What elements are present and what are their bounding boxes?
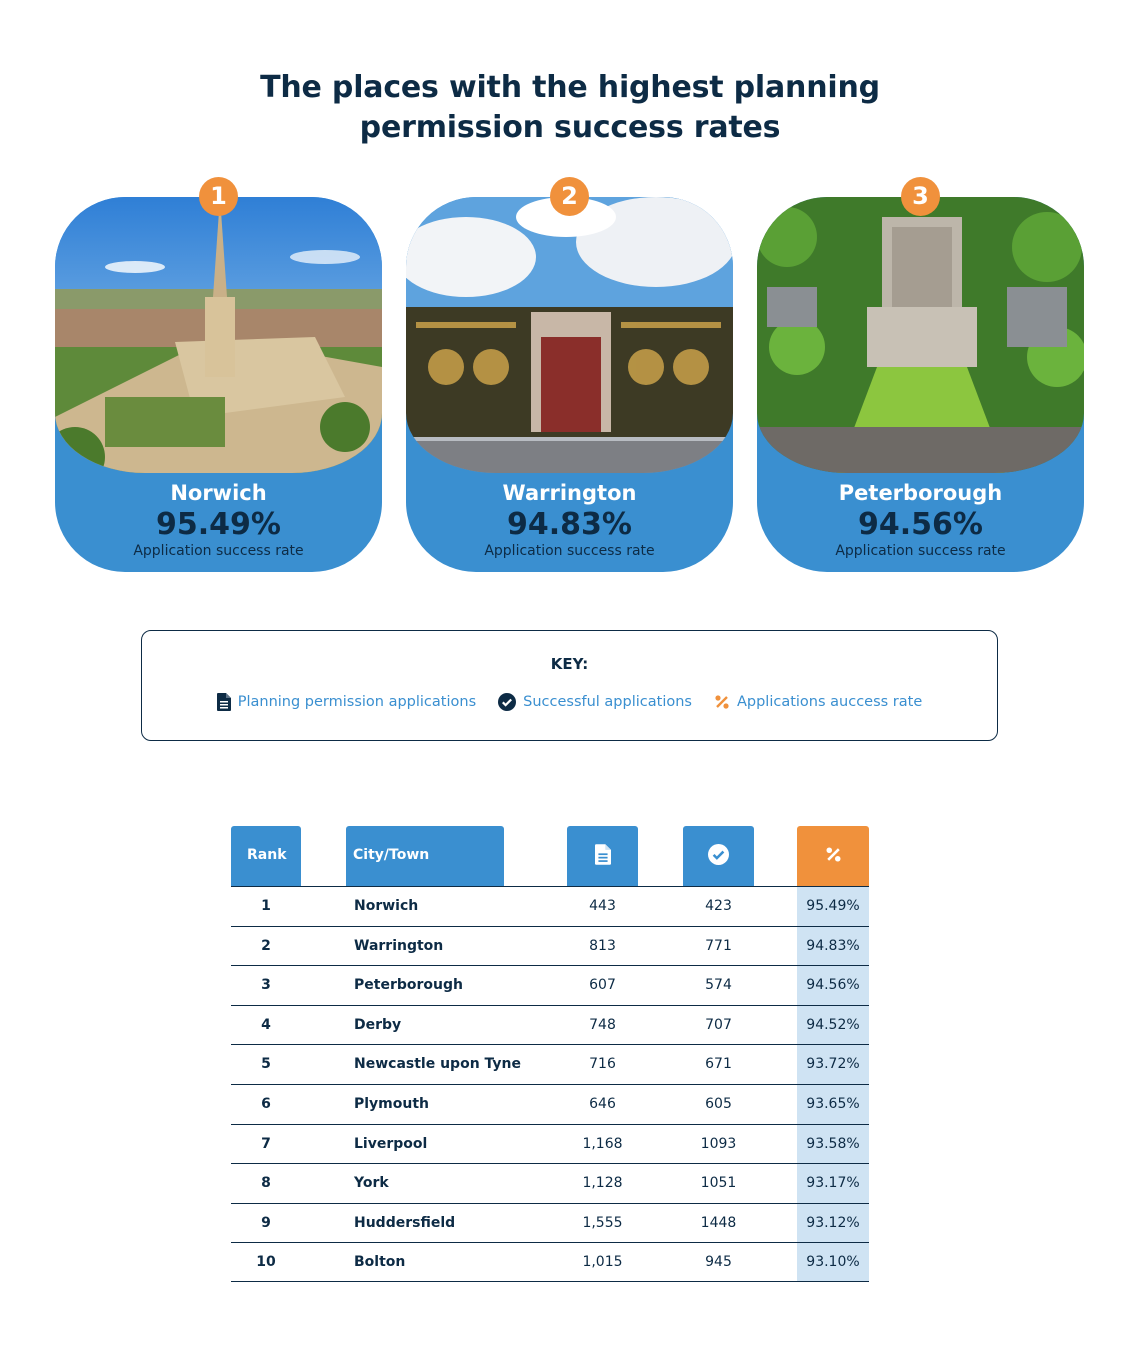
- header-success-rate: [797, 826, 869, 886]
- table-row: [231, 1203, 869, 1243]
- card-city-name: Peterborough: [838, 481, 1003, 505]
- table-row: [231, 1242, 869, 1282]
- key-label-rate: Applications auccess rate: [736, 694, 923, 710]
- cell-city: Bolton: [354, 1254, 406, 1271]
- cell-rate: 93.17%: [806, 1175, 860, 1192]
- cell-rate: 94.52%: [806, 1016, 860, 1033]
- cell-applications: 748: [589, 1016, 616, 1033]
- cell-rank: 1: [261, 898, 271, 914]
- key-item-rate: [714, 693, 922, 711]
- key-item-applications: [217, 693, 476, 711]
- cell-applications: 1,555: [582, 1214, 623, 1231]
- table-row: [231, 1163, 869, 1203]
- table-row: [231, 1044, 869, 1084]
- cell-successful: 671: [705, 1056, 732, 1073]
- cell-rank: 2: [261, 937, 271, 954]
- cell-rank: 5: [261, 1056, 271, 1073]
- cell-city: Derby: [354, 1016, 402, 1033]
- cell-successful: 574: [705, 977, 732, 994]
- cell-successful: 605: [705, 1095, 732, 1112]
- percent-icon: [714, 694, 730, 710]
- cell-applications: 716: [589, 1056, 616, 1073]
- cell-city: York: [354, 1175, 389, 1192]
- cell-rank: 10: [256, 1254, 276, 1271]
- key-box: [141, 630, 998, 741]
- header-rank: Rank: [231, 826, 301, 886]
- check-circle-icon: [708, 844, 729, 869]
- cell-city: Warrington: [354, 937, 444, 954]
- cell-rank: 8: [261, 1175, 271, 1192]
- card-success-rate: 94.56%: [858, 507, 983, 542]
- cell-applications: 607: [589, 977, 616, 994]
- cell-rank: 9: [261, 1214, 271, 1231]
- cell-rank: 6: [261, 1095, 271, 1112]
- key-label-successful: Successful applications: [523, 694, 692, 710]
- cell-applications: 813: [589, 937, 616, 954]
- ranking-table: [231, 886, 869, 1282]
- table-row: [231, 965, 869, 1005]
- city-card-1: [55, 182, 382, 572]
- table-row: [231, 926, 869, 966]
- card-rate-label: Application success rate: [133, 543, 304, 559]
- table-row: [231, 1124, 869, 1164]
- cell-rate: 93.72%: [806, 1056, 860, 1073]
- key-item-successful: [498, 693, 692, 711]
- cell-city: Huddersfield: [354, 1214, 456, 1231]
- table-row: [231, 1084, 869, 1124]
- cell-rate: 93.65%: [806, 1095, 860, 1112]
- cell-rank: 7: [261, 1135, 271, 1152]
- key-title: KEY:: [550, 655, 589, 673]
- card-rate-label: Application success rate: [484, 543, 655, 559]
- cell-applications: 1,128: [582, 1175, 623, 1192]
- cell-rate: 94.56%: [806, 977, 860, 994]
- rank-badge: 3: [901, 177, 940, 216]
- cell-city: Liverpool: [354, 1135, 428, 1152]
- card-rate-label: Application success rate: [835, 543, 1006, 559]
- card-success-rate: 94.83%: [507, 507, 632, 542]
- card-success-rate: 95.49%: [156, 507, 281, 542]
- cell-city: Plymouth: [354, 1095, 430, 1112]
- cell-rank: 4: [261, 1016, 271, 1033]
- city-card-2: [406, 182, 733, 572]
- cell-rank: 3: [261, 977, 271, 994]
- cell-applications: 1,168: [582, 1135, 623, 1152]
- cell-city: Newcastle upon Tyne: [354, 1056, 522, 1073]
- title-line-2: permission success rates: [359, 110, 781, 145]
- cell-rate: 93.10%: [806, 1254, 860, 1271]
- peterborough-cathedral-photo: [757, 197, 1084, 473]
- cell-applications: 1,015: [582, 1254, 623, 1271]
- header-applications: [567, 826, 638, 886]
- cell-successful: 1051: [700, 1175, 737, 1192]
- cell-city: Peterborough: [354, 977, 463, 994]
- cell-city: Norwich: [354, 898, 419, 914]
- cell-rate: 93.12%: [806, 1214, 860, 1231]
- document-icon: [217, 693, 231, 711]
- warrington-gates-photo: [406, 197, 733, 473]
- cell-successful: 771: [705, 937, 732, 954]
- cell-rate: 94.83%: [806, 937, 860, 954]
- cell-successful: 1093: [700, 1135, 737, 1152]
- rank-badge: 1: [199, 177, 238, 216]
- table-row: [231, 886, 869, 926]
- norwich-cathedral-photo: [55, 197, 382, 473]
- title-line-1: The places with the highest planning: [260, 70, 880, 105]
- card-city-name: Warrington: [502, 481, 637, 505]
- table-row: [231, 1005, 869, 1045]
- key-label-applications: Planning permission applications: [237, 694, 477, 710]
- header-successful: [683, 826, 754, 886]
- percent-icon: [825, 846, 842, 867]
- check-circle-icon: [498, 693, 516, 711]
- header-city: City/Town: [346, 826, 504, 886]
- rank-badge: 2: [550, 177, 589, 216]
- document-icon: [595, 844, 611, 869]
- cell-successful: 945: [705, 1254, 732, 1271]
- cell-successful: 423: [705, 898, 732, 914]
- cell-rate: 95.49%: [806, 898, 860, 914]
- city-card-3: [757, 182, 1084, 572]
- card-city-name: Norwich: [170, 481, 267, 505]
- cell-applications: 443: [589, 898, 616, 914]
- page-title: [0, 68, 1140, 148]
- cell-rate: 93.58%: [806, 1135, 860, 1152]
- cell-successful: 707: [705, 1016, 732, 1033]
- cell-applications: 646: [589, 1095, 616, 1112]
- cell-successful: 1448: [700, 1214, 737, 1231]
